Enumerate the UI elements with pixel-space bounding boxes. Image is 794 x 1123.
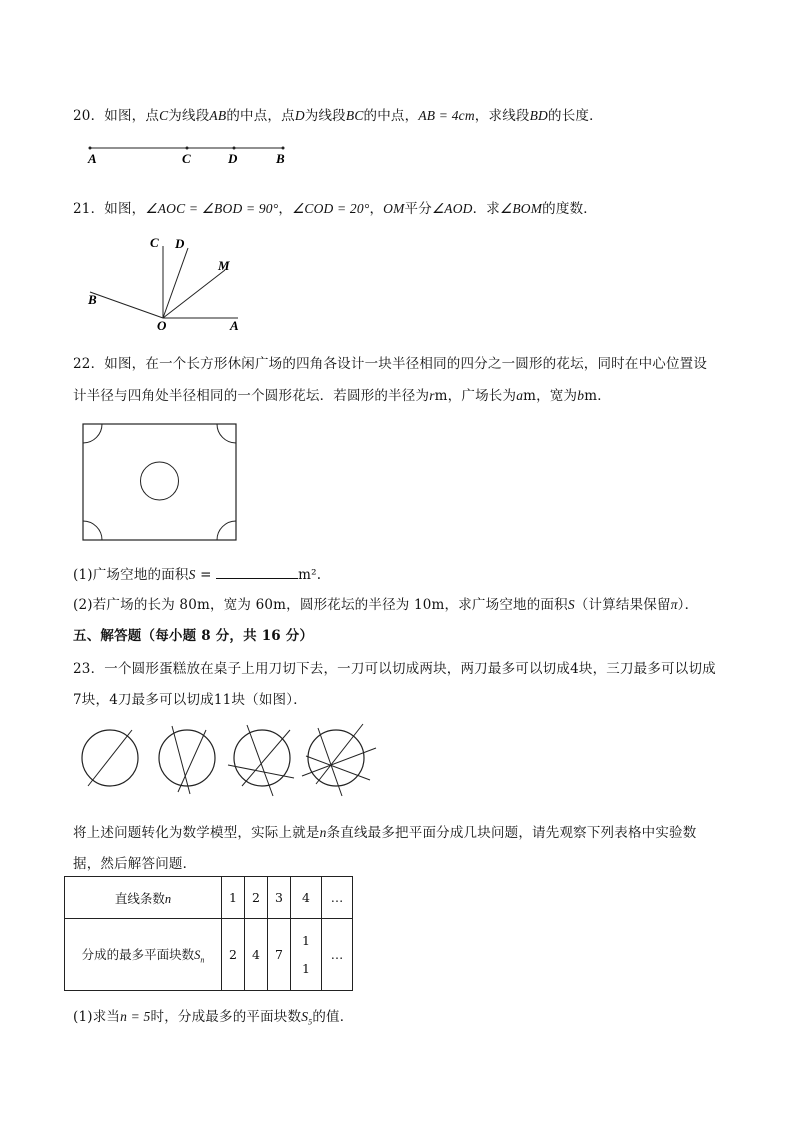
ray-om	[163, 270, 225, 318]
q20-text: 20．如图，点C为线段AB的中点，点D为线段BC的中点，AB = 4cm，求线段BD的长度．	[73, 108, 603, 124]
point-d-label: D	[228, 151, 238, 166]
point-a-label: A	[230, 318, 239, 333]
table-cell: 1 1	[291, 919, 322, 991]
q23-line1: 23．一个圆形蛋糕放在桌子上用刀切下去，一刀可以切成两块，两刀最多可以切成4块，三刀最多可以切成	[73, 661, 716, 677]
q23-line2: 7块，4刀最多可以切成11块（如图）．	[73, 692, 307, 708]
corner-flowerbed-tl	[83, 424, 102, 443]
center-flowerbed	[141, 462, 179, 500]
point-a-label: A	[88, 151, 97, 166]
q22-line2: 计半径与四角处半径相同的一个圆形花坛．若圆形的半径为rm，广场长为am，宽为bm．	[73, 388, 611, 404]
corner-flowerbed-br	[217, 521, 236, 540]
section-title: 五、解答题（每小题 8 分，共 16 分）	[73, 628, 314, 644]
answer-blank[interactable]	[216, 566, 298, 579]
table-cell: 2	[222, 919, 245, 991]
point-o-label: O	[157, 318, 167, 333]
cake-four-cuts	[302, 724, 376, 796]
q21-text: 21．如图，∠AOC = ∠BOD = 90°，∠COD = 20°，OM平分∠AOD．求∠BOM的度数．	[73, 201, 597, 217]
point-m-label: M	[218, 258, 230, 273]
cake-one-cut	[82, 730, 138, 786]
table-cell: 1	[222, 877, 245, 919]
table-row	[65, 877, 353, 919]
q23-cake-figures	[80, 720, 380, 800]
table-cell: 2	[245, 877, 268, 919]
table-cell: 7	[268, 919, 291, 991]
row-label: 直线条数n	[65, 877, 222, 919]
point-c-label: C	[182, 151, 191, 166]
table-cell: 4	[291, 877, 322, 919]
q22-line1: 22．如图，在一个长方形休闲广场的四角各设计一块半径相同的四分之一圆形的花坛，同时在中心位置设	[73, 356, 708, 372]
q23-line4: 据，然后解答问题．	[73, 856, 197, 872]
q20-segment-figure	[80, 140, 300, 168]
plaza-rectangle	[83, 424, 236, 540]
point-b-label: B	[88, 292, 97, 307]
cake-two-cuts	[159, 726, 215, 794]
table-cell: 3	[268, 877, 291, 919]
point-b-label: B	[276, 151, 285, 166]
point-d-label: D	[175, 236, 185, 251]
table-cell: …	[322, 877, 353, 919]
table-cell: …	[322, 919, 353, 991]
table-cell: 4	[245, 919, 268, 991]
ray-od	[163, 248, 188, 318]
row-label: 分成的最多平面块数$S_n$	[65, 919, 222, 991]
ray-ob	[90, 292, 163, 318]
point-c-label: C	[150, 235, 159, 250]
cake-three-cuts	[228, 725, 294, 796]
q23-sub1: (1)求当n = 5时，分成最多的平面块数$S_5$的值．	[73, 1009, 354, 1027]
experiment-table	[64, 876, 353, 991]
q22-sub2: (2)若广场的长为 80m，宽为 60m，圆形花坛的半径为 10m，求广场空地的面积S（计算结果保留π）．	[73, 597, 699, 613]
corner-flowerbed-tr	[217, 424, 236, 443]
q22-square-figure	[82, 423, 238, 543]
table-row	[65, 919, 353, 991]
q22-sub1: (1)广场空地的面积S = m².	[73, 567, 322, 583]
q21-angle-figure	[80, 232, 260, 336]
q23-line3: 将上述问题转化为数学模型，实际上就是n条直线最多把平面分成几块问题，请先观察下列表格中实验数	[73, 825, 697, 841]
corner-flowerbed-bl	[83, 521, 102, 540]
